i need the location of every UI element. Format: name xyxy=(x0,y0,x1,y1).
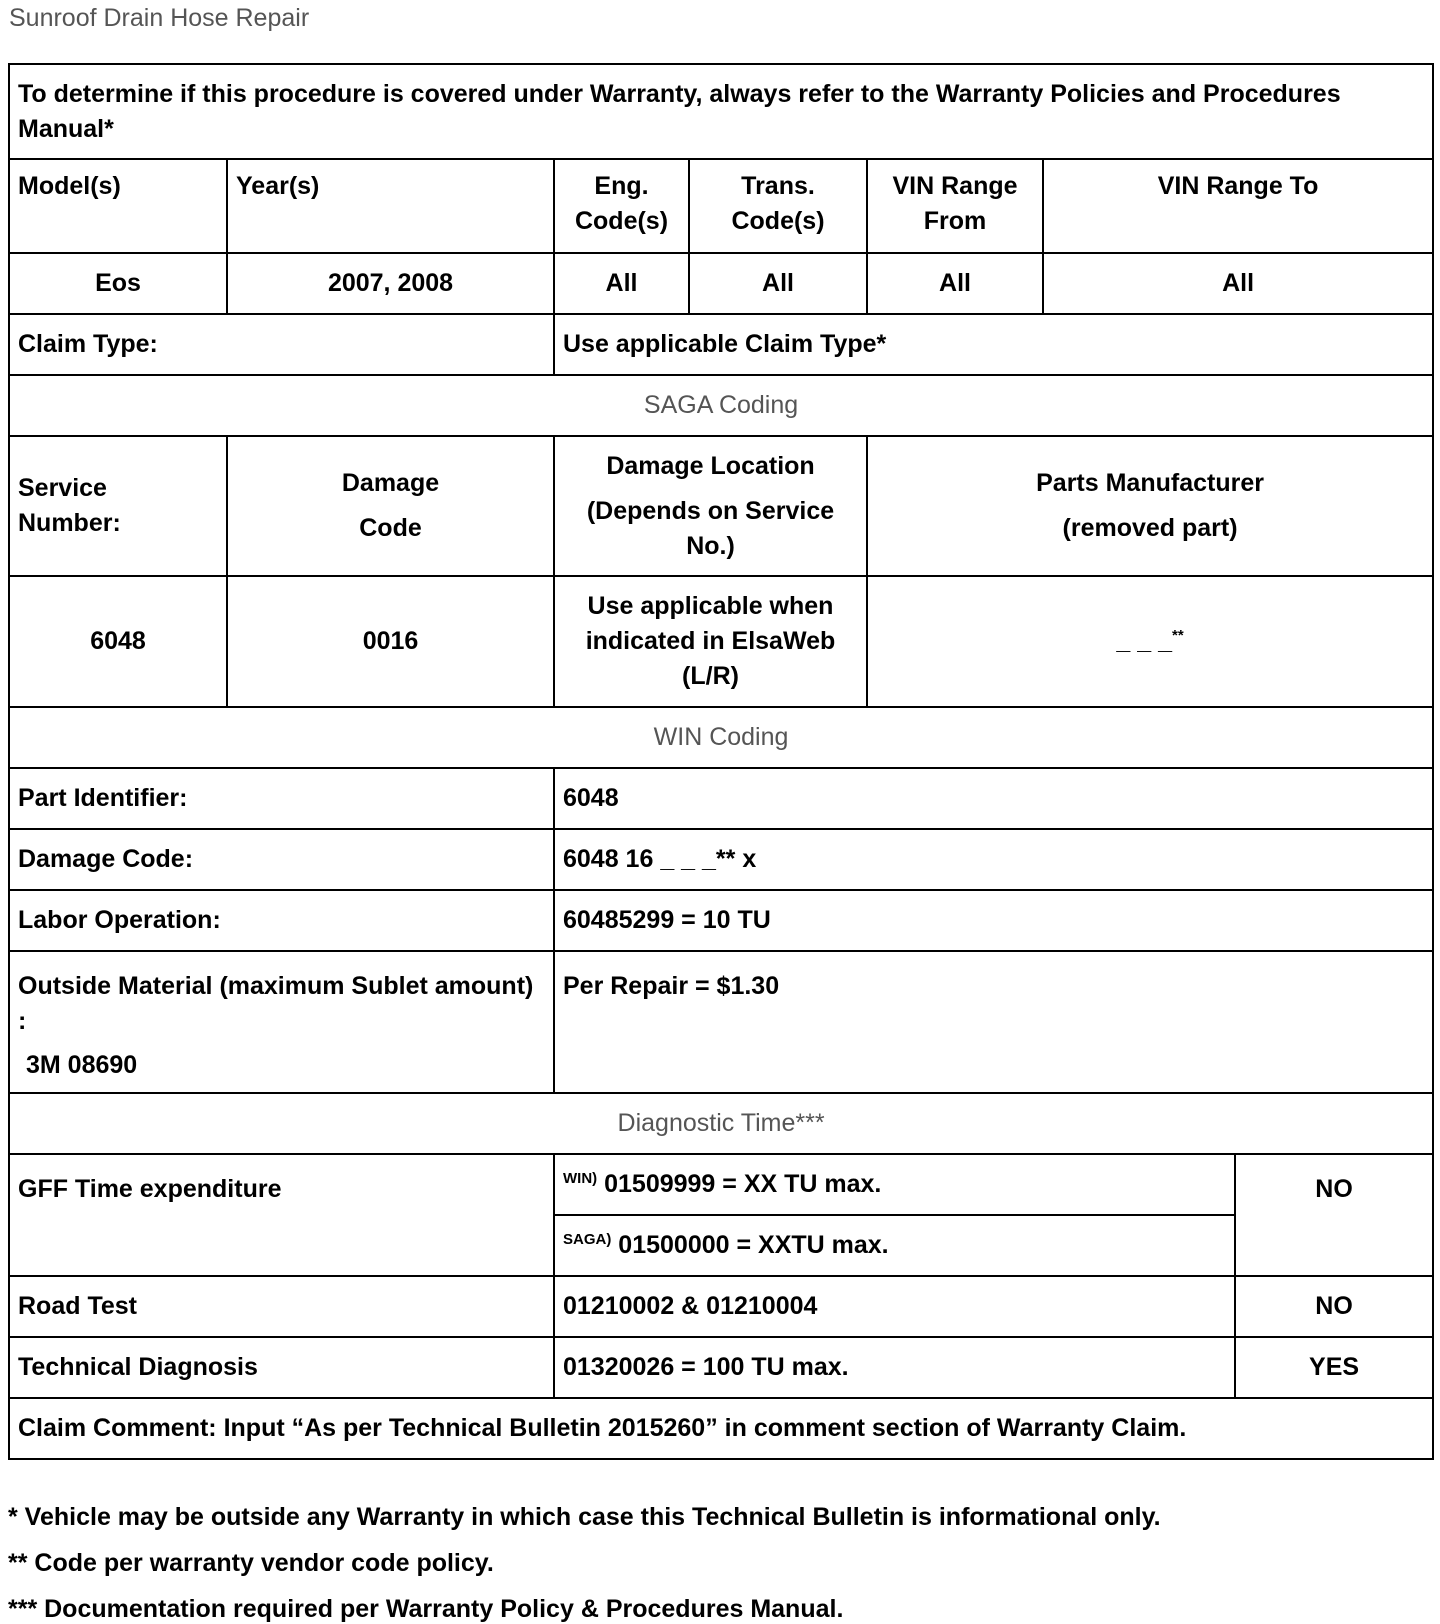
gff-saga-value-cell xyxy=(554,1215,1235,1276)
saga-coding-heading: SAGA Coding xyxy=(9,375,1433,436)
outside-material-row xyxy=(9,951,1433,1093)
part-identifier-value: 6048 xyxy=(554,768,1433,829)
footnote-1: * Vehicle may be outside any Warranty in which case this Technical Bulletin is informational only. xyxy=(8,1503,1161,1531)
service-number-header-line1: Service xyxy=(18,474,107,502)
gff-saga-tag: SAGA) xyxy=(563,1231,612,1248)
vin-from-value: All xyxy=(867,253,1043,314)
warranty-table xyxy=(8,63,1434,1460)
damage-code-header-line1: Damage xyxy=(341,469,440,497)
parts-manufacturer-value xyxy=(867,576,1433,707)
diagnostic-time-heading: Diagnostic Time*** xyxy=(9,1093,1433,1154)
vin-to-header: VIN Range To xyxy=(1043,159,1433,253)
win-heading-row xyxy=(9,707,1433,768)
part-identifier-label: Part Identifier: xyxy=(9,768,554,829)
vin-to-value: All xyxy=(1043,253,1433,314)
damage-code-header xyxy=(227,436,554,576)
claim-comment-row xyxy=(9,1398,1433,1459)
win-row xyxy=(9,768,1433,829)
footnote-2: ** Code per warranty vendor code policy. xyxy=(8,1549,494,1577)
outside-material-value: Per Repair = $1.30 xyxy=(554,951,1433,1093)
vehicle-header-row xyxy=(9,159,1433,253)
technical-diagnosis-value: 01320026 = 100 TU max. xyxy=(554,1337,1235,1398)
gff-win-value-cell xyxy=(554,1154,1235,1215)
vin-from-header-line2: From xyxy=(923,207,987,235)
saga-header-row xyxy=(9,436,1433,576)
outside-material-label-cell xyxy=(9,951,554,1093)
trans-code-value: All xyxy=(689,253,867,314)
service-number-header-line2: Number: xyxy=(18,509,121,537)
road-test-answer: NO xyxy=(1235,1276,1433,1337)
years-header: Year(s) xyxy=(227,159,554,253)
parts-manufacturer-mark: ** xyxy=(1172,627,1184,644)
eng-code-header xyxy=(554,159,689,253)
damage-location-header-line1: Damage Location xyxy=(606,451,815,480)
claim-type-row xyxy=(9,314,1433,375)
models-header: Model(s) xyxy=(9,159,227,253)
warranty-notice: To determine if this procedure is covered under Warranty, always refer to the Warranty Policies and Procedures Manual* xyxy=(9,64,1433,159)
parts-manufacturer-blank: _ _ _ xyxy=(1116,627,1172,655)
damage-code-value: 0016 xyxy=(227,576,554,707)
gff-win-tag: WIN) xyxy=(563,1170,598,1187)
claim-type-value: Use applicable Claim Type* xyxy=(554,314,1433,375)
trans-code-header xyxy=(689,159,867,253)
win-row xyxy=(9,829,1433,890)
diagnostic-heading-row xyxy=(9,1093,1433,1154)
road-test-label: Road Test xyxy=(9,1276,554,1337)
footnote-3: *** Documentation required per Warranty Policy & Procedures Manual. xyxy=(8,1595,844,1623)
eng-code-header-line1: Eng. xyxy=(594,172,649,200)
service-number-value: 6048 xyxy=(9,576,227,707)
win-coding-heading: WIN Coding xyxy=(9,707,1433,768)
models-value: Eos xyxy=(9,253,227,314)
vin-from-header-line1: VIN Range xyxy=(892,172,1018,200)
vin-from-header xyxy=(867,159,1043,253)
road-test-row xyxy=(9,1276,1433,1337)
technical-diagnosis-answer: YES xyxy=(1235,1337,1433,1398)
trans-code-header-line1: Trans. xyxy=(741,172,815,200)
parts-manufacturer-header-line1: Parts Manufacturer xyxy=(1036,469,1264,497)
eng-code-header-line2: Code(s) xyxy=(574,207,669,235)
years-value: 2007, 2008 xyxy=(227,253,554,314)
saga-values-row xyxy=(9,576,1433,707)
gff-answer: NO xyxy=(1235,1154,1433,1276)
win-row xyxy=(9,890,1433,951)
gff-saga-value: 01500000 = XXTU max. xyxy=(618,1231,889,1259)
parts-manufacturer-header xyxy=(867,436,1433,576)
road-test-value: 01210002 & 01210004 xyxy=(554,1276,1235,1337)
warranty-notice-row xyxy=(9,64,1433,159)
labor-operation-value: 60485299 = 10 TU xyxy=(554,890,1433,951)
damage-code-header-line2: Code xyxy=(359,514,422,542)
gff-time-label: GFF Time expenditure xyxy=(9,1154,554,1276)
document-title: Sunroof Drain Hose Repair xyxy=(9,4,310,32)
damage-location-value: Use applicable when indicated in ElsaWeb (L/R) xyxy=(554,576,867,707)
saga-heading-row xyxy=(9,375,1433,436)
trans-code-header-line2: Code(s) xyxy=(731,207,825,235)
damage-code-win-value: 6048 16 _ _ _** x xyxy=(554,829,1433,890)
technical-diagnosis-row xyxy=(9,1337,1433,1398)
claim-type-label: Claim Type: xyxy=(9,314,554,375)
outside-material-label: Outside Material (maximum Sublet amount) : xyxy=(18,972,534,1035)
gff-win-value: 01509999 = XX TU max. xyxy=(604,1170,882,1198)
service-number-header xyxy=(9,436,227,576)
vehicle-values-row xyxy=(9,253,1433,314)
gff-win-row xyxy=(9,1154,1433,1215)
damage-location-header xyxy=(554,436,867,576)
technical-diagnosis-label: Technical Diagnosis xyxy=(9,1337,554,1398)
damage-location-header-line2: (Depends on Service No.) xyxy=(586,496,835,560)
outside-material-part: 3M 08690 xyxy=(26,1051,138,1079)
eng-code-value: All xyxy=(554,253,689,314)
labor-operation-label: Labor Operation: xyxy=(9,890,554,951)
claim-comment: Claim Comment: Input “As per Technical Bulletin 2015260” in comment section of Warranty Claim. xyxy=(9,1398,1433,1459)
parts-manufacturer-header-line2: (removed part) xyxy=(1062,514,1238,542)
damage-code-label: Damage Code: xyxy=(9,829,554,890)
